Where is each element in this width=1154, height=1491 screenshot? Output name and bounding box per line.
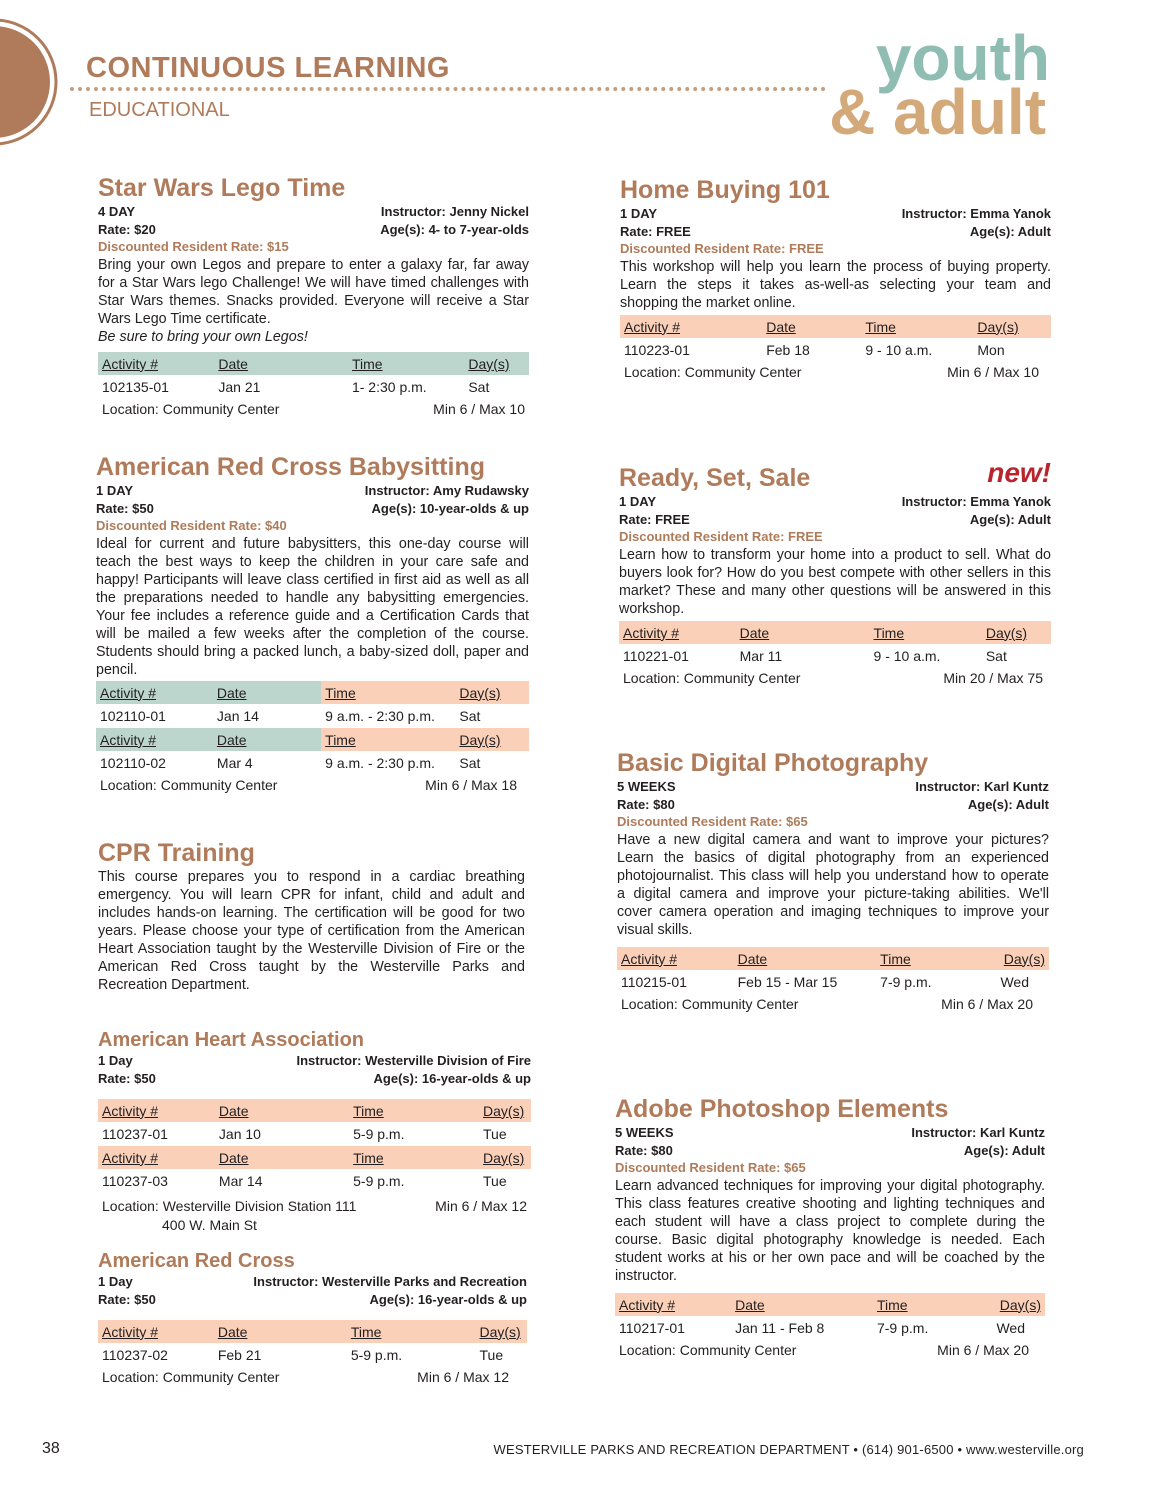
course-discount-rate: Discounted Resident Rate: $40 bbox=[96, 518, 287, 533]
table-row bbox=[619, 644, 1051, 668]
course-description: Learn how to transform your home into a product to sell. What do buyers look for? How do you best compete with other sellers in this market? These and many other questions will be answered in this workshop. bbox=[619, 547, 1051, 617]
audience-badge-youth: youth bbox=[875, 22, 1050, 94]
course-title: American Heart Association bbox=[98, 1029, 365, 1051]
schedule-table bbox=[619, 621, 1051, 668]
activity-time: 9 - 10 a.m. bbox=[865, 342, 933, 358]
course-capacity: Min 6 / Max 10 bbox=[947, 364, 1039, 380]
course-title: American Red Cross bbox=[98, 1250, 295, 1272]
course-instructor: Instructor: Westerville Parks and Recreation bbox=[253, 1274, 527, 1289]
course-instructor: Instructor: Emma Yanok bbox=[901, 494, 1051, 509]
section-subtitle: EDUCATIONAL bbox=[89, 99, 230, 121]
activity-time: 7-9 p.m. bbox=[880, 974, 932, 990]
course-title: Basic Digital Photography bbox=[617, 749, 929, 777]
activity-number: 110237-03 bbox=[102, 1173, 168, 1189]
activity-days: Sat bbox=[459, 708, 481, 724]
course-title: Home Buying 101 bbox=[620, 176, 830, 204]
activity-date: Mar 4 bbox=[216, 755, 253, 771]
course-ages: Age(s): 10-year-olds & up bbox=[371, 500, 529, 516]
course-duration: 4 DAY bbox=[98, 204, 136, 219]
course-instructor: Instructor: Amy Rudawsky bbox=[364, 483, 529, 498]
table-row bbox=[98, 1343, 527, 1367]
activity-date: Jan 21 bbox=[218, 379, 261, 395]
course-ages: Age(s): Adult bbox=[969, 511, 1051, 527]
course-description: Have a new digital camera and want to improve your pictures? Learn the basics of digital photography from an experienced photojournalist. This class will help you understand how to operate a digital camera and improve your picture-taking abilities. We'll cover camera operation and imaging techniques to improve your visual skills. bbox=[617, 832, 1049, 938]
course-title: CPR Training bbox=[98, 839, 255, 867]
course-discount-rate: Discounted Resident Rate: $15 bbox=[98, 239, 289, 254]
schedule-header-row: Activity # Date Time Day(s) bbox=[98, 1146, 531, 1169]
course-duration: 1 DAY bbox=[96, 483, 134, 498]
course-rate: Rate: FREE bbox=[619, 511, 690, 527]
course-instructor: Instructor: Karl Kuntz bbox=[915, 779, 1049, 794]
section-title: CONTINUOUS LEARNING bbox=[86, 52, 450, 84]
table-row bbox=[98, 1122, 531, 1146]
new-badge: new! bbox=[987, 457, 1051, 488]
course-star-wars-lego bbox=[98, 173, 529, 419]
schedule-header-row: Activity # Date Time Day(s) bbox=[96, 681, 529, 704]
schedule-header-row: Activity # Date Time Day(s) bbox=[620, 315, 1051, 338]
course-capacity: Min 6 / Max 12 bbox=[417, 1369, 509, 1385]
course-capacity: Min 6 / Max 12 bbox=[435, 1198, 527, 1214]
table-row bbox=[98, 1169, 531, 1193]
course-capacity: Min 6 / Max 18 bbox=[425, 777, 517, 793]
course-capacity: Min 6 / Max 20 bbox=[937, 1342, 1029, 1358]
course-ages: Age(s): 16-year-olds & up bbox=[373, 1070, 531, 1086]
activity-time: 9 a.m. - 2:30 p.m. bbox=[325, 708, 435, 724]
course-home-buying-101 bbox=[620, 175, 1051, 382]
course-duration: 1 Day bbox=[98, 1053, 133, 1068]
schedule-header-row: Activity # Date Time Day(s) bbox=[619, 621, 1051, 644]
course-discount-rate: Discounted Resident Rate: $65 bbox=[615, 1160, 806, 1175]
activity-number: 110237-02 bbox=[102, 1347, 168, 1363]
course-description: Ideal for current and future babysitters, this one-day course will teach the best ways to keep the children in your care safe and happy! Participants will leave class certified in first aid as well as all the preparations needed to handle any babysitting emergencies. Your fee includes a reference guide and a Certification Cards that will be mailed a few weeks after the completion of the course. Students should bring a packed lunch, a baby-sized doll, paper and pencil. bbox=[96, 536, 529, 678]
schedule-header-row: Activity # Date Time Day(s) bbox=[617, 947, 1049, 970]
course-location: Location: Community Center bbox=[102, 401, 280, 417]
activity-days: Sat bbox=[985, 648, 1007, 664]
course-discount-rate: Discounted Resident Rate: FREE bbox=[620, 241, 824, 256]
schedule-table bbox=[620, 315, 1051, 362]
activity-number: 102110-02 bbox=[100, 755, 166, 771]
course-capacity: Min 6 / Max 20 bbox=[941, 996, 1033, 1012]
activity-days: Tue bbox=[483, 1126, 507, 1142]
course-rate: Rate: FREE bbox=[620, 223, 691, 239]
course-description: This course prepares you to respond in a cardiac breathing emergency. You will learn CPR for infant, child and adult and includes hands-on learning. The certification will be good for two years. Please choose your type of certification from the American Heart Association taught by the Westerville Division of Fire or the American Red Cross taught by the Westerville Parks and Recreation Department. bbox=[98, 869, 525, 993]
table-row bbox=[98, 375, 529, 399]
course-duration: 1 DAY bbox=[620, 206, 658, 221]
course-ages: Age(s): 4- to 7-year-olds bbox=[380, 221, 529, 237]
schedule-table bbox=[98, 352, 529, 399]
activity-date: Mar 11 bbox=[739, 648, 783, 664]
schedule-table bbox=[617, 947, 1049, 994]
schedule-header-row: Activity # Date Time Day(s) bbox=[96, 728, 529, 751]
activity-time: 7-9 p.m. bbox=[876, 1320, 929, 1336]
activity-days: Sat bbox=[459, 755, 481, 771]
course-american-red-cross bbox=[98, 1249, 527, 1387]
course-location: Location: Community Center bbox=[621, 996, 799, 1012]
activity-number: 110237-01 bbox=[102, 1126, 168, 1142]
activity-days: Wed bbox=[996, 1320, 1025, 1336]
activity-days: Tue bbox=[483, 1173, 507, 1189]
page-number: 38 bbox=[42, 1440, 60, 1457]
course-babysitting bbox=[96, 452, 529, 795]
activity-date: Jan 14 bbox=[216, 708, 259, 724]
course-ready-set-sale bbox=[619, 457, 1051, 688]
course-ages: Age(s): Adult bbox=[967, 796, 1049, 812]
course-rate: Rate: $50 bbox=[98, 1070, 156, 1086]
course-location: Location: Community Center bbox=[619, 1342, 797, 1358]
course-discount-rate: Discounted Resident Rate: FREE bbox=[619, 529, 823, 544]
course-description: Bring your own Legos and prepare to enter a galaxy far, far away for a Star Wars lego Challenge! We will have timed challenges with Star Wars themes. Snacks provided. Everyone will receive a Star Wars Lego Time certificate. Be sure to bring your own Legos! bbox=[98, 257, 529, 345]
course-location-address: 400 W. Main St bbox=[162, 1217, 257, 1233]
course-description: Learn advanced techniques for improving your digital photography. This class features creative shooting and lighting techniques and each student will have a class project to complete during the course. Basic digital photography knowledge is needed. Each student works at his or her own pace and will be coached by the instructor. bbox=[615, 1178, 1045, 1284]
activity-days: Mon bbox=[977, 342, 1005, 358]
activity-time: 1- 2:30 p.m. bbox=[351, 379, 427, 395]
course-location: Location: Westerville Division Station 111 bbox=[102, 1198, 357, 1214]
course-location: Location: Community Center bbox=[102, 1369, 280, 1385]
course-instructor: Instructor: Jenny Nickel bbox=[380, 204, 529, 219]
schedule-table bbox=[98, 1320, 527, 1367]
schedule-table bbox=[96, 681, 529, 775]
decorative-circle-graphic bbox=[0, 18, 58, 146]
schedule-header-row: Activity # Date Time Day(s) bbox=[98, 352, 529, 375]
course-discount-rate: Discounted Resident Rate: $65 bbox=[617, 814, 808, 829]
course-title: Star Wars Lego Time bbox=[98, 174, 346, 202]
activity-time: 5-9 p.m. bbox=[353, 1173, 405, 1189]
activity-time: 5-9 p.m. bbox=[350, 1347, 403, 1363]
activity-date: Mar 14 bbox=[218, 1173, 263, 1189]
course-rate: Rate: $80 bbox=[617, 796, 675, 812]
activity-number: 102135-01 bbox=[102, 379, 169, 395]
table-row bbox=[620, 338, 1051, 362]
course-rate: Rate: $20 bbox=[98, 221, 156, 237]
course-basic-digital-photography bbox=[617, 748, 1049, 1014]
activity-number: 102110-01 bbox=[100, 708, 166, 724]
course-location: Location: Community Center bbox=[623, 670, 801, 686]
schedule-header-row: Activity # Date Time Day(s) bbox=[615, 1293, 1045, 1316]
activity-date: Jan 10 bbox=[218, 1126, 261, 1142]
activity-time: 9 a.m. - 2:30 p.m. bbox=[325, 755, 435, 771]
course-capacity: Min 20 / Max 75 bbox=[943, 670, 1043, 686]
course-ages: Age(s): Adult bbox=[963, 1142, 1045, 1158]
activity-time: 5-9 p.m. bbox=[353, 1126, 405, 1142]
course-location: Location: Community Center bbox=[100, 777, 278, 793]
course-instructor: Instructor: Westerville Division of Fire bbox=[296, 1053, 531, 1068]
course-adobe-photoshop-elements bbox=[615, 1094, 1045, 1360]
schedule-table bbox=[615, 1293, 1045, 1340]
activity-days: Tue bbox=[479, 1347, 504, 1363]
course-location: Location: Community Center bbox=[624, 364, 802, 380]
course-cpr-training bbox=[98, 838, 525, 994]
course-american-heart-association bbox=[98, 1028, 531, 1234]
activity-number: 110221-01 bbox=[623, 648, 689, 664]
course-duration: 5 WEEKS bbox=[615, 1125, 674, 1140]
course-capacity: Min 6 / Max 10 bbox=[433, 401, 525, 417]
course-title: Ready, Set, Sale bbox=[619, 464, 811, 492]
course-rate: Rate: $80 bbox=[615, 1142, 673, 1158]
footer-contact: WESTERVILLE PARKS AND RECREATION DEPARTMENT • (614) 901-6500 • www.westerville.org bbox=[493, 1442, 1084, 1457]
table-row bbox=[96, 751, 529, 775]
activity-date: Feb 15 - Mar 15 bbox=[737, 974, 838, 990]
course-instructor: Instructor: Emma Yanok bbox=[901, 206, 1051, 221]
schedule-table bbox=[98, 1099, 531, 1193]
activity-number: 110217-01 bbox=[619, 1320, 685, 1336]
table-row bbox=[96, 704, 529, 728]
table-row bbox=[615, 1316, 1045, 1340]
course-ages: Age(s): Adult bbox=[969, 223, 1051, 239]
activity-number: 110215-01 bbox=[621, 974, 687, 990]
course-duration: 1 Day bbox=[98, 1274, 133, 1289]
course-note: Be sure to bring your own Legos! bbox=[98, 329, 308, 345]
course-duration: 5 WEEKS bbox=[617, 779, 676, 794]
course-title: American Red Cross Babysitting bbox=[96, 453, 485, 481]
course-title: Adobe Photoshop Elements bbox=[615, 1095, 949, 1123]
course-rate: Rate: $50 bbox=[96, 500, 154, 516]
activity-date: Feb 18 bbox=[766, 342, 810, 358]
course-description: This workshop will help you learn the process of buying property. Learn the steps it takes as-well-as selecting your team and shopping the market online. bbox=[620, 259, 1051, 311]
course-instructor: Instructor: Karl Kuntz bbox=[911, 1125, 1045, 1140]
activity-days: Sat bbox=[468, 379, 490, 395]
schedule-header-row: Activity # Date Time Day(s) bbox=[98, 1320, 527, 1343]
schedule-header-row: Activity # Date Time Day(s) bbox=[98, 1099, 531, 1122]
activity-number: 110223-01 bbox=[624, 342, 690, 358]
course-ages: Age(s): 16-year-olds & up bbox=[369, 1291, 527, 1307]
activity-time: 9 - 10 a.m. bbox=[873, 648, 941, 664]
activity-date: Feb 21 bbox=[217, 1347, 262, 1363]
header-dotted-divider bbox=[70, 87, 826, 91]
course-duration: 1 DAY bbox=[619, 494, 657, 509]
table-row bbox=[617, 970, 1049, 994]
course-rate: Rate: $50 bbox=[98, 1291, 156, 1307]
audience-badge-adult: & adult bbox=[829, 76, 1046, 148]
activity-days: Wed bbox=[1000, 974, 1029, 990]
activity-date: Jan 11 - Feb 8 bbox=[735, 1320, 825, 1336]
